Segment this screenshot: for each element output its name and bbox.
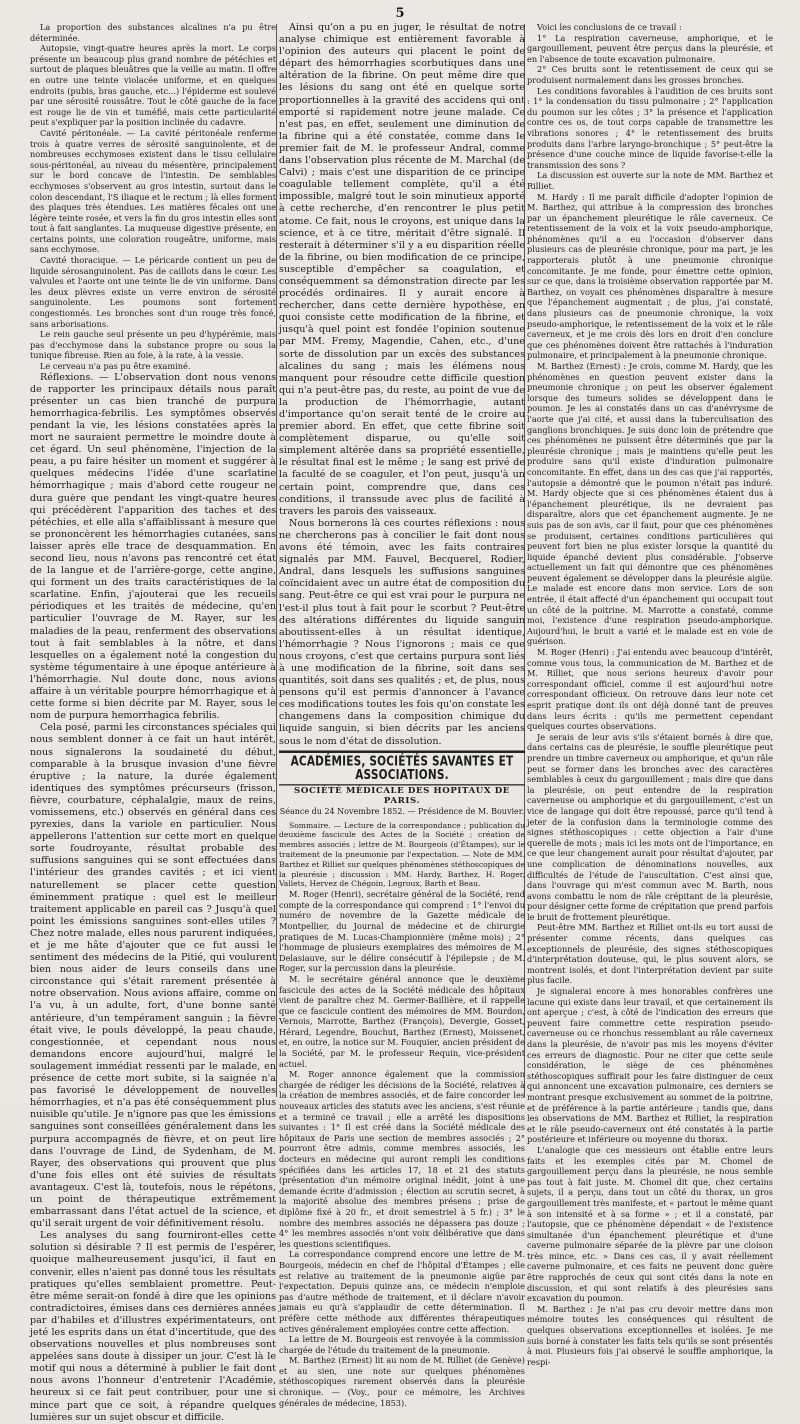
col1-paragraph-reflexions: Réflexions. — L'observation dont nous venons de rapporter les principaux détails nous paraît présenter un cas bien tranché de purpura hemorrhagica-febrilis. Les symptômes observés pendant la vie, les lésions constatées après la mort ne sauraient permettre le moindre doute à cet égard. Un seul phénomène, l'injection de la peau, a pu faire hésiter un moment et suggérer à quelques médecins l'idée d'une scarlatine hémorrhagique ; mais d'abord cette rougeur ne dura guère que pendant les vingt-quatre heures qui précédèrent l'apparition des taches et des pétéchies, et elle alla s'affaiblissant à mesure que se prononcèrent les hémorrhagies cutanées, sans laisser après elle trace de desquammation. En second lieu, nous n'avons pas rencontré cet état de la langue et de l'arrière-gorge, cette angine, qui forment un des traits caractéristiques de la scarlatine. Enfin, j'ajouterai que les recueils périodiques et les traités de médecine, qu'en particulier l'ouvrage de M. Rayer, sur les maladies de la peau, renferment des observations tout à fait semblables à la nôtre, et dans lesquelles on a également noté la congestion du système tégumentaire à une époque antérieure à l'hémorrhagie. Nul doute donc, nous avions affaire à un véritable pourpre hémorrhagique et à cette forme si bien décrite par M. Rayer, sous le nom de purpura hemorrhagica febrilis. [30, 371, 276, 722]
col1-paragraph-autopsy: Autopsie, vingt-quatre heures après la mort. Le corps présente un beaucoup plus grand nombre de pétéchies et surtout de plaques bleuâtres que la veille au matin. Il offre en outre une teinte violacée uniforme, et en quelques endroits (pubis, bras gauche, etc...) l'épiderme est soulevé par une sérosité roussâtre. Tout le côté gauche de la face est rouge lie de vin et tuméfié, mais cette particularité peut s'expliquer par la position inclinée du cadavre. [30, 43, 276, 128]
section-heading: ACADÉMIES, SOCIÉTÉS SAVANTES ET ASSOCIATIONS. [279, 750, 525, 785]
col3-paragraph-roger-3: Peut-être MM. Barthez et Rilliet ont-ils eu tort aussi de présenter comme récents, dans quelques cas exceptionnels de pleurésie, des signes stéthoscopiques d'interprétation douteuse, qui, le plus souvent alors, se montrent isolés, et dont l'interprétation devient par suite plus facile. [527, 922, 773, 986]
page-number: 5 [395, 6, 405, 21]
col1-paragraph-brain: Le cerveau n'a pas pu être examiné. [40, 361, 191, 371]
society-title: SOCIÉTÉ MÉDICALE DES HOPITAUX DE PARIS. [294, 785, 510, 807]
column-rule-left [276, 24, 277, 1097]
col3-paragraph-hardy: M. Hardy : Il me paraît difficile d'adopter l'opinion de M. Barthez, qui attribue à la compression des bronches par un épanchement pleurétique le râle caverneux. Ce retentissement de la voix et la voix pseudo-amphorique, phénomènes qu'il a eu l'occasion d'observer dans plusieurs cas de pleurésie chronique, pour ma part, je les rapporterais plutôt à une pneumonie chronique concomitante. Je me fonde, pour émettre cette opinion, sur ce que, dans la troisième observation rapportée par M. Barthez, on voyait ces phénomènes disparaître à mesure que l'épanchement augmentait ; de plus, j'ai constaté, dans plusieurs cas de pneumonie chronique, la voix pseudo-amphorique, le retentissement de la voix et le râle caverneux, et je me crois dès lors en droit d'en conclure que ces phénomènes doivent être rattachés à l'induration pulmonaire, et principalement à la pneumonie chronique. [527, 191, 773, 361]
col3-paragraph-barthez-reply: M. Barthez : Je n'ai pas cru devoir mettre dans mon mémoire toutes les conséquences qui résultent de quelques observations exceptionnelles et isolées. Je me suis borné à constater les faits tels qu'ils se sont présentés à moi. Plusieurs fois j'ai observé le souffle amphorique, la respi- [527, 1303, 773, 1367]
col1-paragraph-1: La proportion des substances alcalines n'a pu être déterminée. [30, 22, 276, 43]
col3-paragraph-roger-4: Je signalerai encore à mes honorables confrères une lacune qui existe dans leur travail, et que certainement ils ont aperçue ; c'est, à côté de l'indication des erreurs que peuvent faire commettre cette respiration pseudo-caverneuse ou ce rhonchus ressemblant au râle caverneux dans la pleurésie, de n'avoir pas mis les moyens d'éviter ces erreurs de diagnostic. Pour ne citer que cette seule considération, le siège de ces phénomènes stéthoscopiques suffirait pour les faire distinguer de ceux qui annoncent une excavation pulmonaire, ces derniers se montrant presque exclusivement au sommet de la poitrine, et de préférence à la partie antérieure ; tandis que, dans les observations de MM. Barthez et Rilliet, la respiration et le râle pseudo-caverneux ont été constatés à la partie postérieure et inférieure ou moyenne du thorax. [527, 986, 773, 1145]
column-right [527, 22, 773, 1367]
col1-paragraph-blood-analysis: Les analyses du sang fourniront-elles cette solution si désirable ? Il est permis de l'espérer, quoique malheureusement jusqu'ici, il faut en convenir, elles n'aient pas donné tous les résultats pratiques qu'elles semblaient promettre. Peut-être même serait-on fondé à dire que les opinions contradictoires, émises dans ces dernières années par d'habiles et d'illustres expérimentateurs, ont jeté les esprits dans un état d'incertitude, que des observations nouvelles et plus nombreuses sont appelées sans doute à dissiper un jour. C'est là le motif qui nous a déterminé à publier le fait dont nous avons l'honneur d'entretenir l'Académie, heureux si ce fait peut contribuer, pour une si mince part que ce soit, à répandre quelques lumières sur un sujet obscur et difficile. [30, 1230, 276, 1423]
col2-paragraph-renvoi: La lettre de M. Bourgeois est renvoyée à la commission chargée de l'étude du traitement de la pneumonie. [279, 1334, 525, 1355]
col2-paragraph-bourgeois: La correspondance comprend encore une lettre de M. Bourgeois, médecin en chef de l'hôpital d'Étampes ; elle est relative au traitement de la pneumonie aigüe par l'expectation. Depuis quinze ans, ce médecin n'emploie pas d'autre méthode de traitement, et il déclare n'avoir jamais eu qu'à s'applaudir de cette détermination. Il préfère cette méthode aux différentes thérapeutiques actives généralement employées contre cette affection. [279, 1249, 525, 1334]
col3-paragraph-barthez: M. Barthez (Ernest) : Je crois, comme M. Hardy, que les phénomènes en question peuvent exister dans la pneumonie chronique ; on peut les observer également lorsque des tumeurs solides se développent dans le poumon. Je les ai constatés dans un cas d'anévrysme de l'aorte que j'ai cité, et aussi dans la tuberculisation des ganglions bronchiques. Je suis donc loin de prétendre que ces phénomènes ne puissent être déterminés que par la pleurésie chronique ; mais je maintiens qu'elle peut les produire sans qu'il existe d'induration pulmonaire concomitante. En effet, dans un des cas que j'ai rapportés, l'autopsie a démontré que le poumon n'était pas induré. M. Hardy objecte que si ces phénomènes étaient dus à l'épanchement pleurétique, ils ne devraient pas disparaître, alors que cet épanchement augmente. Je ne suis pas de son avis, car il faut, pour que ces phénomènes se produisent, certaines conditions particulières qui peuvent fort bien ne plus exister lorsque la quantité du liquide épanché devient plus considérable. J'observe actuellement un fait qui démontre que ces phénomènes peuvent également se développer dans la pleurésie aigüe. Le malade est encore dans mon service. Lors de son entrée, il était affecté d'un épanchement qui occupait tout un côté de la poitrine. M. Marrotte a constaté, comme moi, l'existence d'une respiration pseudo-amphorique. Aujourd'hui, le bruit a varié et le malade est en voie de guérison. [527, 361, 773, 647]
col1-paragraph-circumstances: Cela posé, parmi les circonstances spéciales qui nous semblent donner à ce fait un haut intérêt, nous signalerons la soudaineté du début, comparable à la brusque invasion d'une fièvre éruptive ; la nature, la durée également identiques des symptômes précurseurs (frisson, fièvre, courbature, céphalalgie, maux de reins, vomissemens, etc.) observés en général dans ces pyrexies, dans la variole en particulier. Nous appellerons l'attention sur cette mort en quelque sorte foudroyante, résultat probable des suffusions sanguines qui se sont effectuées dans l'intérieur des grandes cavités ; et ici vient naturellement se placer cette question éminemment pratique : quel est le meilleur traitement applicable en pareil cas ? Jusqu'à quel point les émissions sanguines sont-elles utiles ? Chez notre malade, elles nous parurent indiquées, et je me hâte d'ajouter que ce fut aussi le sentiment des médecins de la Pitié, qui voulurent bien nous aider de leurs conseils dans une circonstance qui s'était rarement présentée à notre observation. Nous avions affaire, comme on l'a vu, à un adulte, fort, d'une bonne santé antérieure, d'un tempérament sanguin ; la fièvre était vive, le pouls développé, la peau chaude, congestionnée, et cependant nous nous demandons encore aujourd'hui, malgré le soulagement immédiat ressenti par le malade, en présence de cette mort subite, si la saignée n'a pas favorisé le développement de nouvelles hémorrhagies, et n'a pas été conséquemment plus nuisible qu'utile. Je n'ignore pas que les émissions sanguines sont conseillées généralement dans les purpura accompagnés de fièvre, et on peut lire dans l'ouvrage de Lind, de Sydenham, de M. Rayer, des observations qui prouvent que plus d'une fois elles ont été suivies de résultats avantageux. C'est là, toutefois, nous le répétons, un point de thérapeutique extrêmement embarrassant dans l'état actuel de la science, et qu'il serait urgent de voir définitivement résolu. [30, 722, 276, 1230]
seance-line: Séance du 24 Novembre 1852. — Présidence de M. Bouvier. [279, 807, 525, 816]
column-left [30, 22, 276, 1423]
col3-paragraph-1: Voici les conclusions de ce travail : [537, 22, 682, 32]
col3-paragraph-chomel: L'analogie que ces messieurs ont établie entre leurs faits et les exemples cités par M. Chomel de gargouillement perçu dans la pleurésie, ne nous semble pas tout à fait juste. M. Chomel dit que, chez certains sujets, il a perçu, dans tout un côté du thorax, un gros gargouillement très manifeste, et « partout le même quant à son intensité et à sa forme » ; et il a constaté, par l'autopsie, que ce phénomène dépendait « de l'existence simultanée d'un épanchement pleurétique et d'une caverne pulmonaire séparée de la plèvre par une cloison très mince, etc. » Dans ces cas, il y avait réellement caverne pulmonaire, et ces faits ne peuvent donc guère être rapprochés de ceux qui sont cités dans la note en discussion, et qui sont relatifs à des pleurésies sans excavation du poumon. [527, 1144, 773, 1304]
col3-paragraph-roger: M. Roger (Henri) : J'ai entendu avec beaucoup d'intérêt, comme vous tous, la communication de M. Barthez et de M. Rilliet, que nous serions heureux d'avoir pour correspondant officiel, comme il est aujourd'hui notre correspondant officieux. On retrouve dans leur note cet esprit pratique dont ils ont déjà donné tant de preuves dans leurs écrits : qu'ils me permettent cependant quelques courtes observations. [527, 647, 773, 732]
col3-paragraph-4: Les conditions favorables à l'audition de ces bruits sont : 1° la condensation du tissu pulmonaire ; 2° l'application du poumon sur les côtes ; 3° la présence et l'application contre ces os, de tout corps capable de transmettre les vibrations sonores ; 4° le retentissement des bruits produits dans l'arbre laryngo-bronchique ; 5° peut-être la présence d'une couche mince de liquide favorise-t-elle la transmission des sons ? [527, 85, 773, 170]
col1-paragraph-thoracic: Cavité thoracique. — Le péricarde contient un peu de liquide sérosanguinolent. Pas de caillots dans le cœur. Les valvules et l'aorte ont une teinte lie de vin uniforme. Dans les deux plèvres existe un verre environ de sérosité sanguinolente. Les poumons sont fortement congestionnés. Les bronches sont d'un rouge très foncé, sans arborisations. [30, 255, 276, 329]
col2-paragraph-fascicule: M. le secrétaire général annonce que le deuxième fascicule des actes de la Société médicale des hôpitaux vient de paraître chez M. Germer-Baillière, et il rappelle que ce fascicule contient des mémoires de MM. Bourdon, Vernois, Marrotte, Barthez (François), Devergie, Gosset, Hérard, Legendre, Bouchut, Barthez (Ernest), Moissenet, et, en outre, la notice sur M. Fouquier, ancien président de la Société, par M. le professeur Requin, vice-président actuel. [279, 973, 525, 1069]
col3-paragraph-2: 1° La respiration caverneuse, amphorique, et le gargouillement, peuvent être perçus dans la pleurésie, et en l'absence de toute excavation pulmonaire. [527, 32, 773, 64]
col2-paragraph-2: Nous bornerons là ces courtes réflexions : nous ne chercherons pas à concilier le fait dont nous avons été témoin, avec les faits contraires signalés par MM. Fauvel, Becquerel, Rodier, Andral, dans lesquels les suffusions sanguines coïncidaient avec un autre état de composition du sang. Peut-être ce qui est vrai pour le purpura ne l'est-il plus tout à fait pour le scorbut ? Peut-être des altérations différentes du liquide sanguin aboutissent-elles à un résultat identique, l'hémorrhagie ? Nous l'ignorons ; mais ce que nous croyons, c'est que certains purpura sont liés à une modification de la fibrine, soit dans ses quantités, soit dans ses qualités ; et, de plus, nous pensons qu'il est permis d'annoncer à l'avance ces modifications toutes les fois qu'on constate les changemens dans la composition chimique du liquide sanguin, si bien décrits par les anciens sous le nom d'état de dissolution. [279, 517, 525, 747]
col2-paragraph-correspondance: M. Roger (Henri), secrétaire général de la Société, rend compte de la correspondance qui comprend : 1° l'envoi du numéro de novembre de la Gazette médicale de Montpellier, du Journal de médecine et de chirurgie pratiques de M. Lucas-Championnière (même mois) ; 2° l'hommage de plusieurs exemplaires des mémoires de M. Delasiauve, sur le délire consécutif à l'épilepsie ; de M. Roger, sur la percussion dans la pleurésie. [279, 889, 525, 974]
sommaire: Sommaire. — Lecture de la correspondance ; publication du deuxième fascicule des Actes de la Société ; création de membres associés ; lettre de M. Bourgeois (d'Étampes), sur le traitement de la pneumonie par l'expectation. — Note de MM. Barthez et Rilliet sur quelques phénomènes stéthoscopiques de la pleurésie ; discussion : MM. Hardy, Barthez, H. Roger, Vallets, Hervez de Chégoin, Legroux, Barth et Beau. [279, 820, 525, 889]
col2-paragraph-1: Ainsi qu'on a pu en juger, le résultat de notre analyse chimique est entièrement favorable à l'opinion des auteurs qui placent le point de départ des hémorrhagies scorbutiques dans une altération de la fibrine. On peut même dire que les lésions du sang ont été en quelque sorte proportionnelles à la gravité des accidens qui ont emporté si rapidement notre jeune malade. Ce n'est pas, en effet, seulement une diminution de la fibrine qui a été constatée, comme dans le premier fait de M. le professeur Andral, comme dans l'observation plus récente de M. Marchal (de Calvi) ; mais c'est une disparition de ce principe coagulable tellement complète, qu'il a été impossible, malgré tout le soin minutieux apporté à cette recherche, d'en rencontrer le plus petit atome. Ce fait, nous le croyons, est unique dans la science, et à ce titre, méritait d'être signalé. Il resterait à déterminer s'il y a eu disparition réelle de la fibrine, ou bien modification de ce principe, susceptible d'empêcher sa coagulation, et conséquemment sa démonstration directe par les procédés ordinaires. Il y aurait encore à rechercher, dans cette dernière hypothèse, en quoi consiste cette modification de la fibrine, et jusqu'à quel point est fondée l'opinion soutenue par MM. Fremy, Magendie, Cahen, etc., d'une sorte de dissolution par un excès des substances alcalines du sang ; mais les élémens nous manquent pour résoudre cette difficile question qui n'a peut-être pas, du reste, au point de vue de la production de l'hémorrhagie, autant d'importance qu'on serait tenté de le croire au premier abord. En effet, que cette fibrine soit complètement disparue, ou qu'elle soit simplement altérée dans sa propriété essentielle, le résultat final est le même ; le sang est privé de la faculté de se coaguler, et l'on peut, jusqu'à un certain point, comprendre que, dans ces conditions, il transsude avec plus de facilité à travers les parois des vaisseaux. [279, 22, 525, 517]
col2-paragraph-membres-associes: M. Roger annonce également que la commission chargée de rédiger les décisions de la Société, relatives à la création de membres associés, et de faire concorder les nouveaux articles des statuts avec les anciens, s'est réunie et a terminé ce travail ; elle a arrêté les dispositions suivantes : 1° Il est créé dans la Société médicale des hôpitaux de Paris une section de membres associés ; 2° pourront être admis, comme membres associés, les docteurs en médecine qui auront rempli les conditions spécifiées dans les articles 17, 18 et 21 des statuts (présentation d'un mémoire original inédit, joint à une demande écrite d'admission ; élection au scrutin secret, à la majorité absolue des membres présens ; prise de diplôme fixé à 20 fr., et droit semestriel à 5 fr.) ; 3° le nombre des membres associés ne dépassera pas douze ; 4° les membres associés n'ont voix délibérative que dans les questions scientifiques. [279, 1069, 525, 1249]
col3-paragraph-5: La discussion est ouverte sur la note de MM. Barthez et Rilliet. [527, 170, 773, 191]
col2-paragraph-barthez-note: M. Barthez (Ernest) lit au nom de M. Rilliet (de Genève) et au sien, une note sur quelques phénomènes stéthoscopiques rarement observés dans la pleurésie chronique. — (Voy., pour ce mémoire, les Archives générales de médecine, 1853). [279, 1355, 525, 1408]
col1-paragraph-peritoneal: Cavité péritonéale. — La cavité péritonéale renferme trois à quatre verres de sérosité sanguinolente, et de nombreuses ecchymoses existent dans le tissu cellulaire sous-péritonéal, au niveau du mésentère, principalement sur le bord concave de l'intestin. De semblables ecchymoses s'observent au gros intestin, surtout dans le colon descendant, l'S iliaque et le rectum ; là elles forment des plaques très étendues. Les matières fécales ont une légère teinte rosée, et vers la fin du gros intestin elles sont tout à fait sanglantes. La muqueuse digestive présente, en certains points, une coloration rougeâtre, uniforme, mais sans ecchymose. [30, 127, 276, 255]
col1-paragraph-kidney: Le rein gauche seul présente un peu d'hypérémie, mais pas d'ecchymose dans la substance propre ou sous la tunique fibreuse. Rien au foie, à la rate, à la vessie. [30, 329, 276, 361]
col3-paragraph-roger-2: Je serais de leur avis s'ils s'étaient bornés à dire que, dans certains cas de pleurésie, le souffle pleurétique peut prendre un timbre caverneux ou amphorique, et qu'un râle peut se former dans les bronches avec des caractères semblables à ceux du gargouillement ; mais dire que dans la pleurésie, on peut entendre de la respiration caverneuse ou amphorique et du gargouillement, c'est un vice de langage qui doit être repoussé, parce qu'il tend à jeter de la confusion dans la terminologie comme des signes stéthoscopiques : cette objection a l'air d'une querelle de mots ; mais ici les mots ont de l'importance, en ce que leur changement aurait pour résultat d'ajouter, par une complication de dénominations nouvelles, aux difficultés de l'étude de l'auscultation. C'est ainsi que, dans l'ouvrage qui m'est commun avec M. Barth, nous avons combattu le nom de râle crépitant de la pleurésie, pour désigner cette forme de crépitation que prend parfois le bruit de frottement pleurétique. [527, 731, 773, 922]
col3-paragraph-3: 2° Ces bruits sont le retentissement de ceux qui se produisent normalement dans les grosses bronches. [527, 64, 773, 85]
column-middle [279, 22, 525, 1408]
